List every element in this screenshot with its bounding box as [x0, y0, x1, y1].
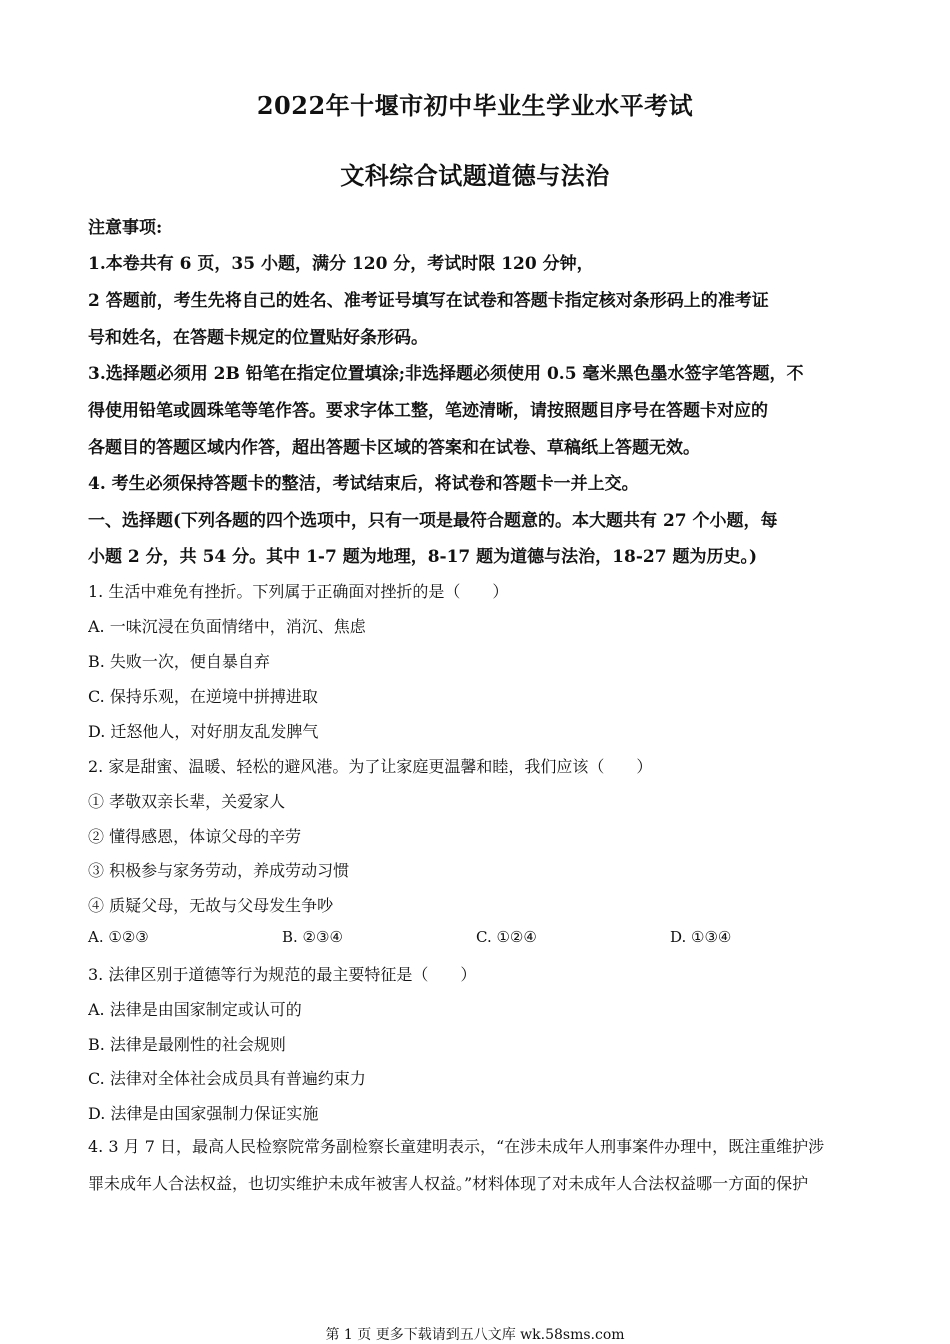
section-heading-line-1: 一、选择题(下列各题的四个选项中，只有一项是最符合题意的。本大题共有 27 个小题，每 [88, 511, 778, 531]
q3-option-a: A. 法律是由国家制定或认可的 [88, 1000, 302, 1019]
notice-line-3: 号和姓名，在答题卡规定的位置贴好条形码。 [88, 328, 428, 348]
q4-line-1: 4. 3 月 7 日，最高人民检察院常务副检察长童建明表示，“在涉未成年人刑事案件办理中，既注重维护涉 [88, 1137, 825, 1156]
q2-option-a: A. ①②③ [88, 928, 149, 946]
section-heading-line-2: 小题 2 分，共 54 分。其中 1-7 题为地理，8-17 题为道德与法治，18-27 题为历史。) [88, 547, 758, 567]
q4-line-2: 罪未成年人合法权益，也切实维护未成年被害人权益。”材料体现了对未成年人合法权益哪一方面的保护 [88, 1174, 809, 1193]
q2-item-3: ③ 积极参与家务劳动，养成劳动习惯 [88, 861, 350, 880]
q3-option-b: B. 法律是最刚性的社会规则 [88, 1035, 286, 1054]
q1-option-d: D. 迁怒他人，对好朋友乱发脾气 [88, 722, 319, 741]
q3-option-d: D. 法律是由国家强制力保证实施 [88, 1104, 319, 1123]
notice-line-7: 4. 考生必须保持答题卡的整洁，考试结束后，将试卷和答题卡一并上交。 [88, 474, 639, 494]
notice-line-5: 得使用铅笔或圆珠笔等笔作答。要求字体工整，笔迹清晰，请按照题目序号在答题卡对应的 [88, 401, 768, 421]
q1-option-c: C. 保持乐观，在逆境中拼搏进取 [88, 687, 318, 706]
q2-item-4: ④ 质疑父母，无故与父母发生争吵 [88, 896, 334, 915]
q2-item-2: ② 懂得感恩，体谅父母的辛劳 [88, 827, 302, 846]
q2-option-d: D. ①③④ [670, 928, 732, 946]
exam-title: 2022年十堰市初中毕业生学业水平考试 [256, 91, 694, 120]
q1-option-b: B. 失败一次，便自暴自弃 [88, 652, 270, 671]
q2-option-c: C. ①②④ [476, 928, 537, 946]
exam-subtitle: 文科综合试题道德与法治 [340, 161, 610, 190]
q1-stem: 1. 生活中难免有挫折。下列属于正确面对挫折的是（ ） [88, 582, 509, 601]
q2-option-b: B. ②③④ [282, 928, 343, 946]
notice-line-6: 各题目的答题区域内作答，超出答题卡区域的答案和在试卷、草稿纸上答题无效。 [88, 438, 700, 458]
notice-line-4: 3.选择题必须用 2B 铅笔在指定位置填涂;非选择题必须使用 0.5 毫米黑色墨水签字笔答题，不 [88, 364, 804, 384]
page-footer: 第 1 页 更多下载请到五八文库 wk.58sms.com [325, 1327, 625, 1343]
q2-item-1: ① 孝敬双亲长辈，关爱家人 [88, 792, 286, 811]
q3-option-c: C. 法律对全体社会成员具有普遍约束力 [88, 1069, 366, 1088]
q3-stem: 3. 法律区别于道德等行为规范的最主要特征是（ ） [88, 965, 477, 984]
notice-heading: 注意事项: [88, 218, 163, 238]
notice-line-2: 2 答题前，考生先将自己的姓名、准考证号填写在试卷和答题卡指定核对条形码上的准考证 [88, 291, 769, 311]
q2-stem: 2. 家是甜蜜、温暖、轻松的避风港。为了让家庭更温馨和睦，我们应该（ ） [88, 757, 653, 776]
notice-line-1: 1.本卷共有 6 页，35 小题，满分 120 分，考试时限 120 分钟， [88, 254, 594, 274]
q1-option-a: A. 一味沉浸在负面情绪中，消沉、焦虑 [88, 617, 366, 636]
